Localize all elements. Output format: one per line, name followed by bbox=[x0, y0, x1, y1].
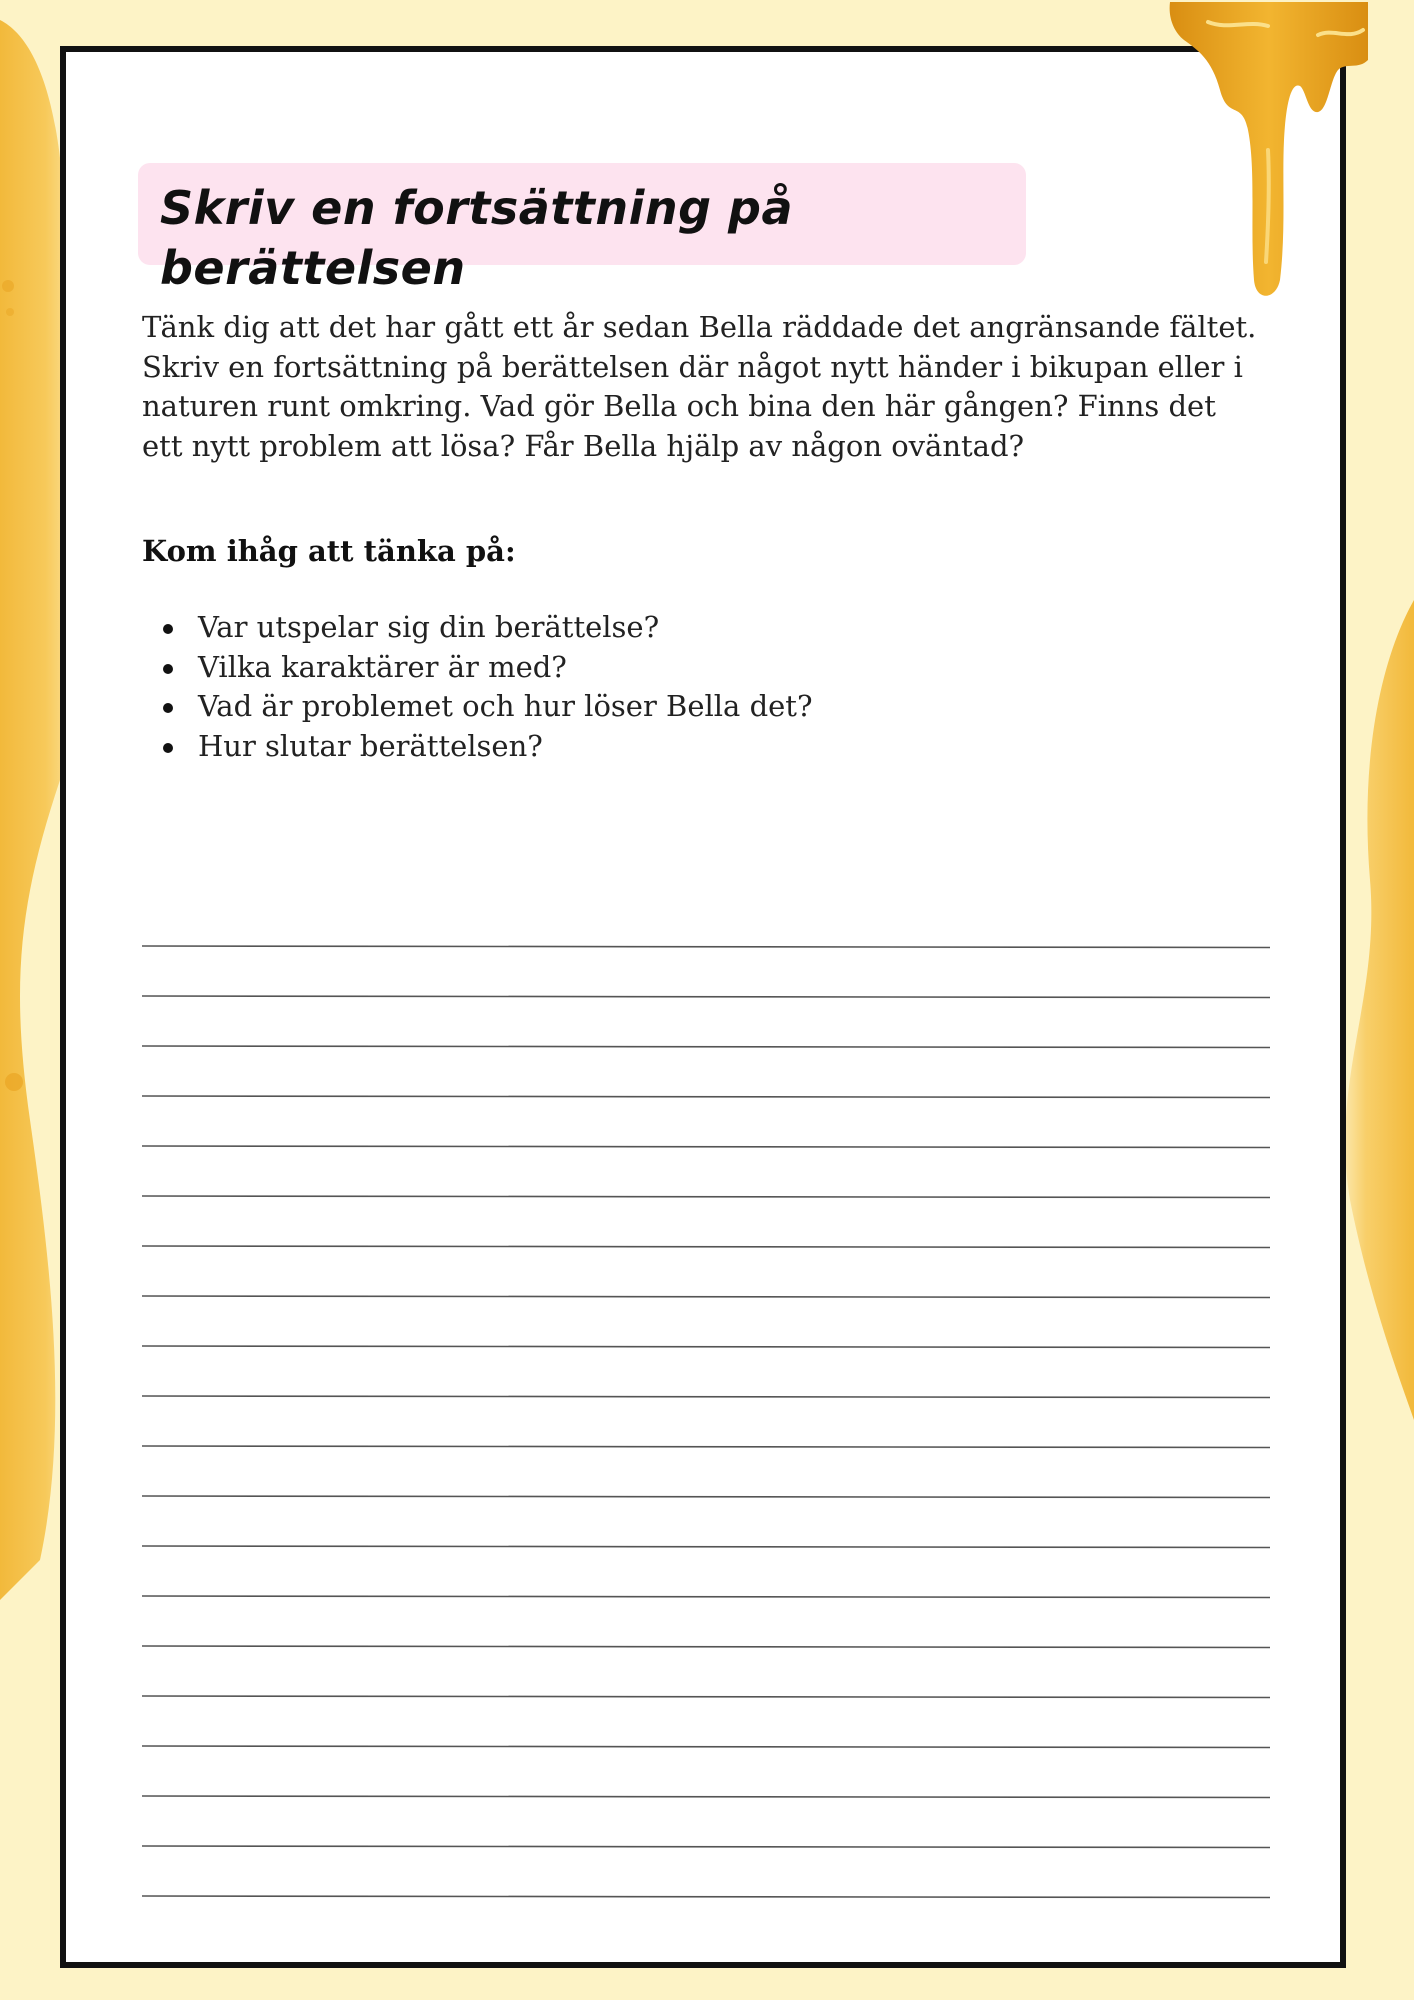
list-item-text: Var utspelar sig din berättelse? bbox=[198, 610, 660, 644]
intro-paragraph: Tänk dig att det har gått ett år sedan Bella räddade det angränsande fältet. Skriv en fortsättning på berättelsen där något nytt händer i bikupan eller i naturen runt omkring. Vad gör Bella och bina den här gången? Finns det ett nytt problem att lösa? Får Bella hjälp av någon oväntad? bbox=[142, 310, 1257, 463]
checklist bbox=[142, 608, 813, 766]
bullet-icon bbox=[163, 743, 173, 753]
list-item-text: Vilka karaktärer är med? bbox=[198, 649, 567, 684]
list-item bbox=[142, 727, 813, 767]
list-item bbox=[142, 687, 813, 727]
page-title: Skriv en fortsättning på berättelsen bbox=[160, 181, 793, 295]
list-item-text: Vad är problemet och hur löser Bella det? bbox=[198, 689, 813, 723]
bullet-icon bbox=[163, 703, 173, 713]
remember-heading: Kom ihåg att tänka på: bbox=[142, 534, 516, 568]
list-item bbox=[142, 608, 813, 648]
bullet-icon bbox=[163, 624, 173, 634]
list-item-text: Hur slutar berättelsen? bbox=[198, 728, 543, 763]
bullet-icon bbox=[163, 664, 173, 674]
honey-drip-icon bbox=[1168, 0, 1368, 310]
list-item bbox=[142, 648, 813, 688]
